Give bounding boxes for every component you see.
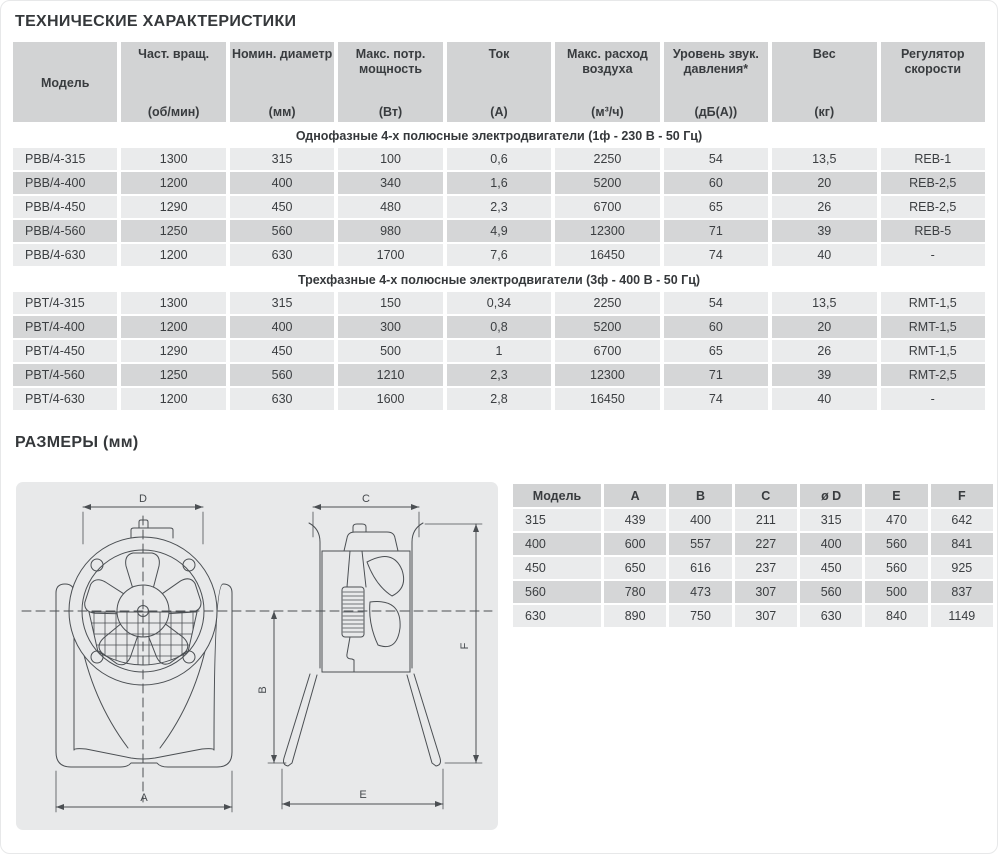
cell: 315 — [800, 509, 862, 531]
cell: 1200 — [121, 172, 225, 194]
side-blades — [367, 557, 404, 647]
cell: 400 — [230, 172, 334, 194]
cell: 560 — [800, 581, 862, 603]
cell: 1600 — [338, 388, 442, 410]
cell: 400 — [669, 509, 731, 531]
specs-col-header — [555, 42, 659, 122]
cell: 557 — [669, 533, 731, 555]
cell: 54 — [664, 292, 768, 314]
specs-col-header — [121, 42, 225, 122]
cell: 0,8 — [447, 316, 551, 338]
cell: 616 — [669, 557, 731, 579]
cell: 4,9 — [447, 220, 551, 242]
col-unit: (Вт) — [378, 105, 403, 119]
col-unit: (кг) — [814, 105, 835, 119]
side-handle — [344, 524, 398, 551]
cell: 600 — [604, 533, 666, 555]
cell: 150 — [338, 292, 442, 314]
table-row — [513, 509, 993, 531]
col-label: Ток — [488, 47, 510, 61]
cell: 74 — [664, 244, 768, 266]
dimensions-section — [16, 482, 997, 830]
cell: PBB/4-560 — [13, 220, 117, 242]
specs-table-body — [13, 124, 985, 410]
col-label: Макс. потр. мощность — [355, 47, 426, 76]
cell: 0,34 — [447, 292, 551, 314]
table-row — [13, 364, 985, 386]
cell: 560 — [865, 533, 927, 555]
cell: 1300 — [121, 292, 225, 314]
cell: RMT-2,5 — [881, 364, 986, 386]
dim-label-c: C — [362, 493, 370, 505]
cell: PBT/4-560 — [13, 364, 117, 386]
cell: 65 — [664, 196, 768, 218]
cell: 1200 — [121, 316, 225, 338]
side-legs — [284, 674, 441, 766]
cell: 450 — [230, 340, 334, 362]
col-unit: (мм) — [268, 105, 296, 119]
table-row — [513, 605, 993, 627]
cell: 980 — [338, 220, 442, 242]
cell: 2,3 — [447, 196, 551, 218]
dims-header-row — [513, 484, 993, 507]
cell: 1290 — [121, 196, 225, 218]
cell: PBT/4-630 — [13, 388, 117, 410]
col-unit: (об/мин) — [147, 105, 200, 119]
specs-col-header — [230, 42, 334, 122]
cell: 315 — [230, 148, 334, 170]
fan-drawing-panel — [16, 482, 498, 830]
dims-col-header: Модель — [513, 484, 601, 507]
cell: 841 — [931, 533, 993, 555]
cell: 1,6 — [447, 172, 551, 194]
cell: 5200 — [555, 316, 659, 338]
cell: 71 — [664, 364, 768, 386]
cell: 13,5 — [772, 292, 876, 314]
cell: 60 — [664, 316, 768, 338]
section-title: Однофазные 4-х полюсные электродвигатели (1ф - 230 В - 50 Гц) — [13, 124, 985, 146]
table-row — [513, 557, 993, 579]
cell: 560 — [865, 557, 927, 579]
specs-col-header — [338, 42, 442, 122]
cell: 71 — [664, 220, 768, 242]
section-header-row — [13, 268, 985, 290]
dims-col-header: A — [604, 484, 666, 507]
cell: 39 — [772, 220, 876, 242]
cell: 1250 — [121, 364, 225, 386]
table-row — [13, 172, 985, 194]
cell: 5200 — [555, 172, 659, 194]
fan-technical-drawing — [16, 482, 498, 830]
cell: 26 — [772, 196, 876, 218]
cell: 2,8 — [447, 388, 551, 410]
table-row — [13, 148, 985, 170]
cell: 1210 — [338, 364, 442, 386]
table-row — [13, 316, 985, 338]
dims-col-header: C — [735, 484, 797, 507]
cell: PBT/4-400 — [13, 316, 117, 338]
cell: REB-2,5 — [881, 196, 986, 218]
cell: 1 — [447, 340, 551, 362]
cell: 500 — [865, 581, 927, 603]
cell: 237 — [735, 557, 797, 579]
col-label: Част. вращ. — [138, 47, 210, 61]
cell: 40 — [772, 244, 876, 266]
specs-table — [9, 40, 989, 412]
table-row — [513, 533, 993, 555]
cell: 307 — [735, 605, 797, 627]
cell: 473 — [669, 581, 731, 603]
front-handle — [131, 520, 173, 538]
col-unit: (м³/ч) — [591, 105, 624, 119]
dimensions-title: РАЗМЕРЫ (мм) — [15, 434, 139, 451]
dim-label-a: A — [140, 792, 148, 804]
cell: 400 — [800, 533, 862, 555]
side-housing — [309, 523, 423, 672]
table-row — [13, 220, 985, 242]
cell: 630 — [513, 605, 601, 627]
cell: 1200 — [121, 388, 225, 410]
cell: 450 — [230, 196, 334, 218]
cell: 837 — [931, 581, 993, 603]
specs-col-header — [13, 42, 117, 122]
table-row — [13, 388, 985, 410]
specs-header-row — [13, 42, 985, 122]
cell: 60 — [664, 172, 768, 194]
table-row — [13, 244, 985, 266]
cell: 560 — [230, 220, 334, 242]
col-unit: (дБ(А)) — [694, 105, 738, 119]
cell: 6700 — [555, 196, 659, 218]
cell: PBB/4-400 — [13, 172, 117, 194]
cell: 450 — [800, 557, 862, 579]
dims-col-header: B — [669, 484, 731, 507]
dimensions-table — [510, 482, 996, 629]
cell: 560 — [513, 581, 601, 603]
cell: 840 — [865, 605, 927, 627]
cell: 315 — [230, 292, 334, 314]
cell: 300 — [338, 316, 442, 338]
cell: - — [881, 244, 986, 266]
section-title: Трехфазные 4-х полюсные электродвигатели (3ф - 400 В - 50 Гц) — [13, 268, 985, 290]
dim-label-e: E — [359, 789, 367, 801]
cell: PBB/4-450 — [13, 196, 117, 218]
cell: 630 — [230, 244, 334, 266]
cell: 480 — [338, 196, 442, 218]
cell: 340 — [338, 172, 442, 194]
cell: 630 — [230, 388, 334, 410]
cell: 16450 — [555, 244, 659, 266]
cell: 400 — [230, 316, 334, 338]
page-title: ТЕХНИЧЕСКИЕ ХАРАКТЕРИСТИКИ — [15, 13, 297, 30]
cell: 1290 — [121, 340, 225, 362]
cell: PBT/4-315 — [13, 292, 117, 314]
col-label: Модель — [41, 75, 90, 90]
cell: 500 — [338, 340, 442, 362]
cell: 560 — [230, 364, 334, 386]
cell: 65 — [664, 340, 768, 362]
cell: 2,3 — [447, 364, 551, 386]
dims-col-header: ø D — [800, 484, 862, 507]
cell: 100 — [338, 148, 442, 170]
cell: 39 — [772, 364, 876, 386]
cell: 26 — [772, 340, 876, 362]
col-label: Регулятор скорости — [901, 47, 965, 76]
cell: 6700 — [555, 340, 659, 362]
cell: 20 — [772, 172, 876, 194]
cell: 16450 — [555, 388, 659, 410]
cell: 54 — [664, 148, 768, 170]
cell: PBB/4-630 — [13, 244, 117, 266]
dim-label-f: F — [459, 642, 471, 650]
dim-label-d: D — [139, 493, 147, 505]
col-label: Номин. диаметр — [231, 47, 333, 61]
col-label: Макс. расход воздуха — [566, 47, 648, 76]
col-label: Уровень звук. давления* — [672, 47, 759, 76]
cell: 227 — [735, 533, 797, 555]
dims-table-body — [513, 509, 993, 627]
cell: 1700 — [338, 244, 442, 266]
cell: - — [881, 388, 986, 410]
cell: 642 — [931, 509, 993, 531]
specs-col-header — [447, 42, 551, 122]
table-row — [513, 581, 993, 603]
cell: 40 — [772, 388, 876, 410]
cell: 450 — [513, 557, 601, 579]
cell: 1250 — [121, 220, 225, 242]
cell: REB-2,5 — [881, 172, 986, 194]
cell: 630 — [800, 605, 862, 627]
cell: 439 — [604, 509, 666, 531]
cell: 13,5 — [772, 148, 876, 170]
cell: 400 — [513, 533, 601, 555]
cell: 1200 — [121, 244, 225, 266]
col-unit: (А) — [490, 105, 508, 119]
cell: REB-5 — [881, 220, 986, 242]
section-header-row — [13, 124, 985, 146]
cell: 750 — [669, 605, 731, 627]
cell: 470 — [865, 509, 927, 531]
cell: PBT/4-450 — [13, 340, 117, 362]
cell: 650 — [604, 557, 666, 579]
cell: 7,6 — [447, 244, 551, 266]
cell: 211 — [735, 509, 797, 531]
cell: 890 — [604, 605, 666, 627]
specs-col-header — [664, 42, 768, 122]
cell: 307 — [735, 581, 797, 603]
cell: 1300 — [121, 148, 225, 170]
cell: 20 — [772, 316, 876, 338]
cell: 1149 — [931, 605, 993, 627]
cell: RMT-1,5 — [881, 292, 986, 314]
cell: 0,6 — [447, 148, 551, 170]
cell: 925 — [931, 557, 993, 579]
cell: 12300 — [555, 220, 659, 242]
table-row — [13, 340, 985, 362]
dims-col-header: F — [931, 484, 993, 507]
cell: REB-1 — [881, 148, 986, 170]
cell: 74 — [664, 388, 768, 410]
col-label: Вес — [812, 47, 836, 61]
dim-label-b: B — [257, 686, 269, 694]
cell: 12300 — [555, 364, 659, 386]
cell: 2250 — [555, 292, 659, 314]
specs-col-header — [772, 42, 876, 122]
table-row — [13, 196, 985, 218]
cell: 315 — [513, 509, 601, 531]
cell: RMT-1,5 — [881, 340, 986, 362]
cell: RMT-1,5 — [881, 316, 986, 338]
dims-col-header: E — [865, 484, 927, 507]
cell: 780 — [604, 581, 666, 603]
specs-col-header — [881, 42, 986, 122]
cell: PBB/4-315 — [13, 148, 117, 170]
table-row — [13, 292, 985, 314]
side-cable — [347, 637, 354, 672]
cell: 2250 — [555, 148, 659, 170]
